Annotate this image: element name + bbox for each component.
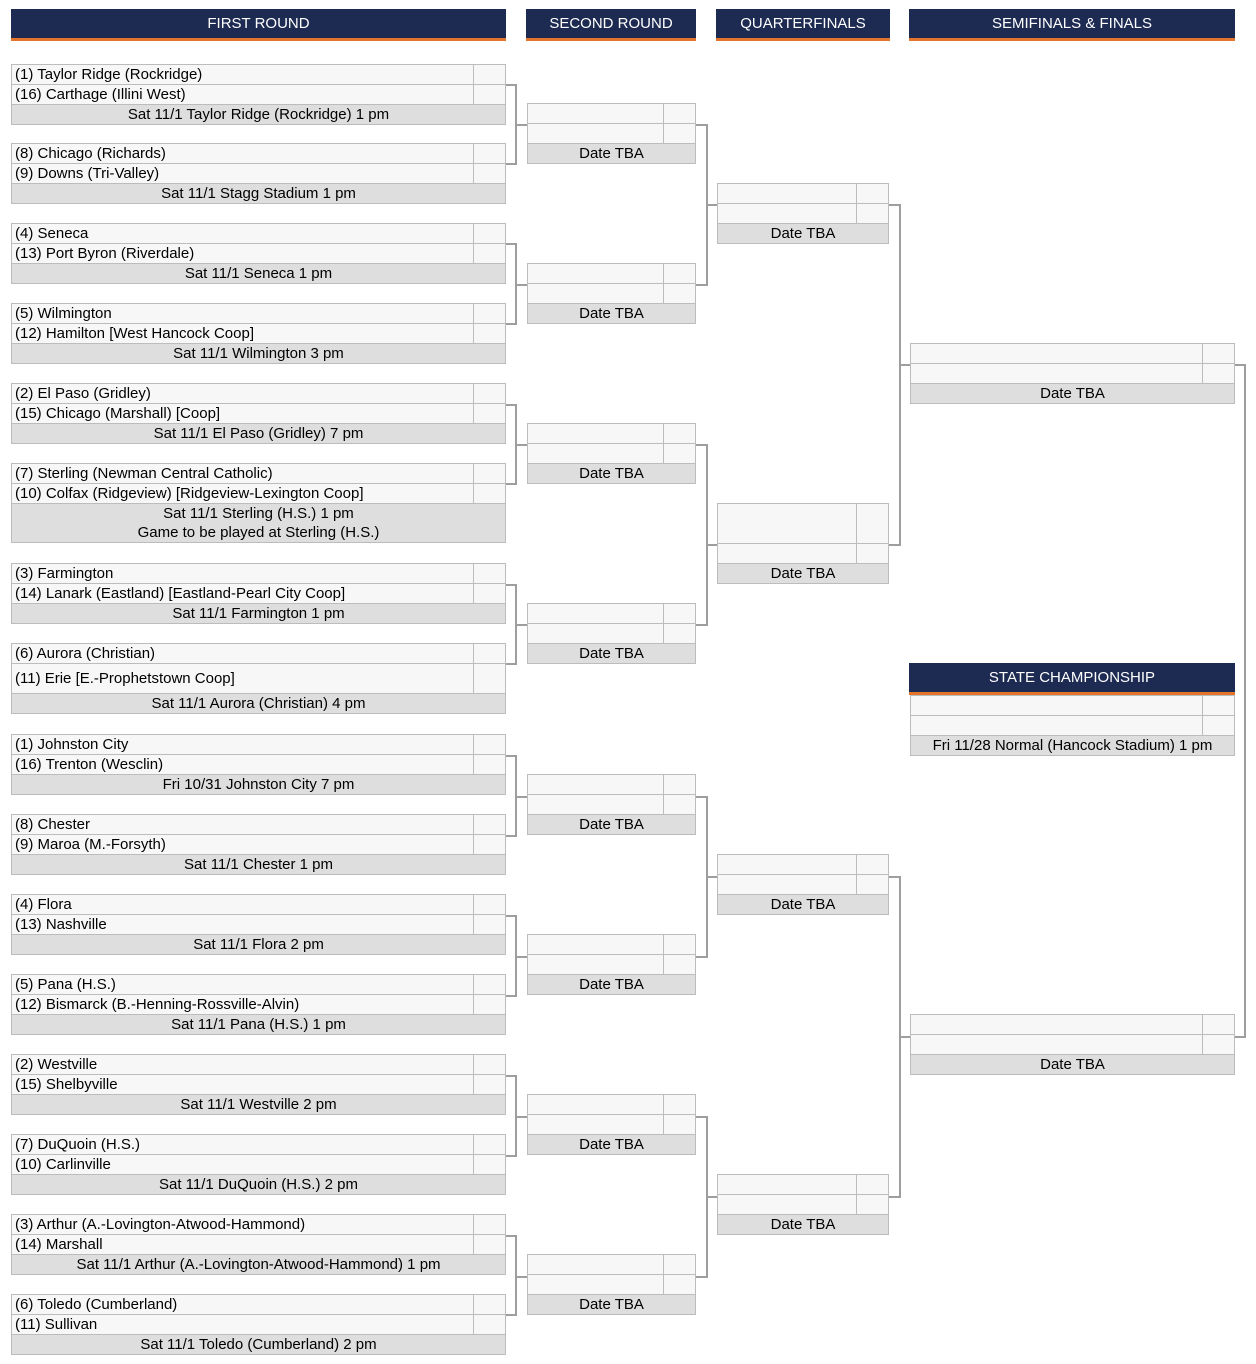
connector-line (506, 1314, 515, 1316)
game-info: Date TBA (527, 1294, 696, 1315)
connector-line (515, 624, 527, 626)
team-row (11, 994, 506, 1014)
connector-line (506, 483, 515, 485)
first-round-game[interactable] (11, 1214, 506, 1275)
team-row (527, 954, 696, 974)
connector-line (706, 544, 717, 546)
score-cell (663, 424, 695, 443)
score-cell (473, 85, 505, 104)
team-name: (8) Chicago (Richards) (15, 145, 166, 162)
team-name: (10) Colfax (Ridgeview) [Ridgeview-Lexington Coop] (15, 485, 364, 502)
connector-line (515, 124, 527, 126)
game-info: Sat 11/1 Seneca 1 pm (11, 263, 506, 284)
score-cell (1202, 1015, 1234, 1034)
team-row (717, 543, 889, 563)
game-info-line: Sat 11/1 Sterling (H.S.) 1 pm (163, 505, 354, 522)
score-cell (663, 104, 695, 123)
header-first-round: FIRST ROUND (11, 9, 506, 41)
score-cell (663, 795, 695, 814)
score-cell (663, 1095, 695, 1114)
game-info: Sat 11/1 Aurora (Christian) 4 pm (11, 693, 506, 714)
game-info: Date TBA (717, 563, 889, 584)
second-round-game[interactable] (527, 103, 696, 164)
connector-line (506, 835, 515, 837)
score-cell (663, 775, 695, 794)
team-row (527, 423, 696, 443)
game-info: Sat 11/1 Westville 2 pm (11, 1094, 506, 1115)
first-round-game[interactable] (11, 814, 506, 875)
team-row (717, 1194, 889, 1214)
second-round-game[interactable] (527, 1254, 696, 1315)
connector-line (515, 444, 527, 446)
connector-line (696, 796, 706, 798)
team-row (910, 343, 1235, 363)
connector-line (706, 1196, 717, 1198)
first-round-game[interactable] (11, 974, 506, 1035)
team-row (11, 1314, 506, 1334)
team-name: (4) Seneca (15, 225, 89, 242)
team-row (527, 443, 696, 463)
team-row (717, 1174, 889, 1194)
connector-line (899, 364, 910, 366)
team-name: (15) Shelbyville (15, 1076, 118, 1093)
team-row (11, 734, 506, 754)
team-name: (12) Bismarck (B.-Henning-Rossville-Alvin) (15, 996, 300, 1013)
team-name: (10) Carlinville (15, 1156, 111, 1173)
team-row (11, 1074, 506, 1094)
score-cell (473, 384, 505, 403)
team-row (527, 283, 696, 303)
header-second-round: SECOND ROUND (526, 9, 696, 41)
connector-line (696, 624, 706, 626)
score-cell (663, 284, 695, 303)
connector-line (515, 1116, 527, 1118)
score-cell (473, 224, 505, 243)
connector-line (506, 243, 515, 245)
first-round-game[interactable] (11, 1134, 506, 1195)
game-info: Sat 11/1 Toledo (Cumberland) 2 pm (11, 1334, 506, 1355)
team-row (11, 974, 506, 994)
team-row (11, 894, 506, 914)
first-round-game[interactable] (11, 143, 506, 204)
team-name: (8) Chester (15, 816, 91, 833)
connector-line (696, 124, 706, 126)
team-name: (6) Toledo (Cumberland) (15, 1296, 178, 1313)
team-row (910, 363, 1235, 383)
team-name: (5) Pana (H.S.) (15, 976, 116, 993)
game-info: Date TBA (717, 1214, 889, 1235)
game-info: Date TBA (527, 303, 696, 324)
score-cell (663, 604, 695, 623)
team-row (910, 1014, 1235, 1034)
team-name: (3) Farmington (15, 565, 114, 582)
score-cell (1202, 696, 1234, 715)
game-info: Date TBA (527, 1134, 696, 1155)
team-name: (1) Taylor Ridge (Rockridge) (15, 66, 203, 83)
game-info: Sat 11/1 Chester 1 pm (11, 854, 506, 875)
team-row (11, 663, 506, 693)
team-name: (15) Chicago (Marshall) [Coop] (15, 405, 221, 422)
team-row (11, 754, 506, 774)
game-info: Sat 11/1 Wilmington 3 pm (11, 343, 506, 364)
connector-line (899, 204, 901, 546)
second-round-game[interactable] (527, 774, 696, 835)
team-name: (3) Arthur (A.-Lovington-Atwood-Hammond) (15, 1216, 306, 1233)
connector-line (515, 284, 527, 286)
score-cell (473, 664, 505, 693)
championship-game[interactable] (910, 695, 1235, 756)
connector-line (1244, 364, 1246, 1038)
game-info (11, 503, 506, 543)
connector-line (506, 755, 515, 757)
team-row (717, 503, 889, 543)
score-cell (473, 755, 505, 774)
header-semis-finals: SEMIFINALS & FINALS (909, 9, 1235, 41)
score-cell (663, 624, 695, 643)
second-round-game[interactable] (527, 423, 696, 484)
connector-line (515, 1276, 527, 1278)
team-row (527, 623, 696, 643)
team-row (527, 1274, 696, 1294)
team-name: (14) Lanark (Eastland) [Eastland-Pearl City Coop] (15, 585, 346, 602)
score-cell (473, 895, 505, 914)
first-round-game[interactable] (11, 383, 506, 444)
team-row (11, 1134, 506, 1154)
team-row (527, 1114, 696, 1134)
team-row (11, 403, 506, 423)
game-info: Sat 11/1 Arthur (A.-Lovington-Atwood-Hammond) 1 pm (11, 1254, 506, 1275)
game-info: Sat 11/1 Taylor Ridge (Rockridge) 1 pm (11, 104, 506, 125)
score-cell (473, 644, 505, 663)
team-name: (7) Sterling (Newman Central Catholic) (15, 465, 273, 482)
score-cell (473, 484, 505, 503)
team-name: (2) Westville (15, 1056, 98, 1073)
connector-line (506, 995, 515, 997)
team-row (910, 1034, 1235, 1054)
team-name: (9) Maroa (M.-Forsyth) (15, 836, 166, 853)
score-cell (663, 1275, 695, 1294)
team-row (11, 814, 506, 834)
score-cell (663, 264, 695, 283)
score-cell (473, 244, 505, 263)
team-row (11, 383, 506, 403)
game-info: Sat 11/1 Flora 2 pm (11, 934, 506, 955)
team-row (910, 695, 1235, 715)
game-info: Fri 10/31 Johnston City 7 pm (11, 774, 506, 795)
connector-line (1235, 1036, 1244, 1038)
quarterfinal-game[interactable] (717, 854, 889, 915)
score-cell (473, 1155, 505, 1174)
first-round-game[interactable] (11, 734, 506, 795)
connector-line (706, 204, 717, 206)
first-round-game[interactable] (11, 1294, 506, 1355)
score-cell (856, 855, 888, 874)
team-row (527, 1254, 696, 1274)
header-state-championship: STATE CHAMPIONSHIP (909, 663, 1235, 695)
game-info: Date TBA (527, 974, 696, 995)
connector-line (889, 1196, 899, 1198)
team-row (717, 874, 889, 894)
connector-line (506, 915, 515, 917)
team-name: (1) Johnston City (15, 736, 129, 753)
team-row (527, 774, 696, 794)
team-row (11, 463, 506, 483)
score-cell (663, 124, 695, 143)
team-name: (16) Trenton (Wesclin) (15, 756, 164, 773)
game-info: Sat 11/1 Pana (H.S.) 1 pm (11, 1014, 506, 1035)
score-cell (856, 1175, 888, 1194)
score-cell (856, 504, 888, 543)
team-row (11, 163, 506, 183)
connector-line (515, 956, 527, 958)
first-round-game[interactable] (11, 64, 506, 125)
second-round-game[interactable] (527, 1094, 696, 1155)
score-cell (473, 1135, 505, 1154)
score-cell (663, 1115, 695, 1134)
team-name: (14) Marshall (15, 1236, 103, 1253)
first-round-game[interactable] (11, 303, 506, 364)
connector-line (889, 204, 899, 206)
score-cell (473, 65, 505, 84)
connector-line (1235, 364, 1244, 366)
score-cell (1202, 344, 1234, 363)
semifinal-game[interactable] (910, 343, 1235, 404)
team-name: (13) Port Byron (Riverdale) (15, 245, 195, 262)
score-cell (1202, 1035, 1234, 1054)
team-row (11, 1234, 506, 1254)
team-row (11, 1054, 506, 1074)
connector-line (899, 1036, 910, 1038)
game-info: Sat 11/1 Stagg Stadium 1 pm (11, 183, 506, 204)
score-cell (473, 1235, 505, 1254)
game-info: Sat 11/1 Farmington 1 pm (11, 603, 506, 624)
connector-line (706, 876, 717, 878)
score-cell (473, 815, 505, 834)
team-row (11, 223, 506, 243)
team-name: (2) El Paso (Gridley) (15, 385, 151, 402)
connector-line (706, 444, 708, 626)
team-row (717, 183, 889, 203)
connector-line (889, 544, 899, 546)
score-cell (663, 1255, 695, 1274)
team-row (527, 934, 696, 954)
score-cell (473, 995, 505, 1014)
connector-line (696, 284, 706, 286)
team-name: (11) Sullivan (15, 1316, 98, 1333)
team-row (717, 203, 889, 223)
connector-line (696, 1276, 706, 1278)
score-cell (473, 404, 505, 423)
second-round-game[interactable] (527, 603, 696, 664)
team-row (11, 1214, 506, 1234)
team-row (11, 303, 506, 323)
score-cell (663, 955, 695, 974)
game-info: Sat 11/1 DuQuoin (H.S.) 2 pm (11, 1174, 506, 1195)
team-row (527, 103, 696, 123)
score-cell (856, 544, 888, 563)
team-row (527, 263, 696, 283)
game-info: Date TBA (910, 383, 1235, 404)
team-row (717, 854, 889, 874)
first-round-game[interactable] (11, 223, 506, 284)
team-name: (5) Wilmington (15, 305, 112, 322)
score-cell (473, 1295, 505, 1314)
game-info: Fri 11/28 Normal (Hancock Stadium) 1 pm (910, 735, 1235, 756)
team-row (11, 1154, 506, 1174)
game-info: Sat 11/1 El Paso (Gridley) 7 pm (11, 423, 506, 444)
first-round-game[interactable] (11, 1054, 506, 1115)
score-cell (473, 584, 505, 603)
game-info: Date TBA (717, 223, 889, 244)
game-info-note: Game to be played at Sterling (H.S.) (137, 524, 380, 541)
connector-line (506, 323, 515, 325)
connector-line (696, 444, 706, 446)
game-info: Date TBA (527, 143, 696, 164)
team-name: (7) DuQuoin (H.S.) (15, 1136, 141, 1153)
connector-line (506, 584, 515, 586)
score-cell (663, 444, 695, 463)
header-quarterfinals: QUARTERFINALS (716, 9, 890, 41)
connector-line (506, 84, 515, 86)
score-cell (473, 464, 505, 483)
second-round-game[interactable] (527, 934, 696, 995)
connector-line (506, 663, 515, 665)
connector-line (506, 1075, 515, 1077)
score-cell (1202, 364, 1234, 383)
score-cell (473, 144, 505, 163)
score-cell (856, 1195, 888, 1214)
game-info: Date TBA (527, 814, 696, 835)
connector-line (696, 956, 706, 958)
score-cell (473, 835, 505, 854)
score-cell (856, 875, 888, 894)
team-name: (11) Erie [E.-Prophetstown Coop] (15, 670, 235, 687)
score-cell (473, 1315, 505, 1334)
team-row (11, 834, 506, 854)
score-cell (856, 184, 888, 203)
team-row (527, 123, 696, 143)
team-row (11, 483, 506, 503)
team-row (910, 715, 1235, 735)
connector-line (515, 796, 527, 798)
score-cell (473, 164, 505, 183)
team-name: (6) Aurora (Christian) (15, 645, 156, 662)
quarterfinal-game[interactable] (717, 1174, 889, 1235)
team-name: (9) Downs (Tri-Valley) (15, 165, 160, 182)
quarterfinal-game[interactable] (717, 183, 889, 244)
score-cell (1202, 716, 1234, 735)
team-row (11, 583, 506, 603)
score-cell (473, 1055, 505, 1074)
game-info: Date TBA (717, 894, 889, 915)
team-row (11, 64, 506, 84)
first-round-game[interactable] (11, 463, 506, 543)
score-cell (473, 915, 505, 934)
team-row (527, 1094, 696, 1114)
team-row (11, 84, 506, 104)
first-round-game[interactable] (11, 643, 506, 714)
score-cell (473, 564, 505, 583)
quarterfinal-game[interactable] (717, 503, 889, 584)
first-round-game[interactable] (11, 563, 506, 624)
team-name: (13) Nashville (15, 916, 107, 933)
score-cell (473, 1075, 505, 1094)
game-info: Date TBA (527, 463, 696, 484)
semifinal-game[interactable] (910, 1014, 1235, 1075)
score-cell (663, 935, 695, 954)
score-cell (856, 204, 888, 223)
team-row (11, 243, 506, 263)
team-row (527, 603, 696, 623)
score-cell (473, 975, 505, 994)
team-row (527, 794, 696, 814)
game-info: Date TBA (527, 643, 696, 664)
team-row (11, 914, 506, 934)
score-cell (473, 735, 505, 754)
team-row (11, 563, 506, 583)
game-info: Date TBA (910, 1054, 1235, 1075)
score-cell (473, 1215, 505, 1234)
score-cell (473, 324, 505, 343)
second-round-game[interactable] (527, 263, 696, 324)
team-name: (4) Flora (15, 896, 72, 913)
team-name: (12) Hamilton [West Hancock Coop] (15, 325, 254, 342)
team-row (11, 1294, 506, 1314)
connector-line (506, 1235, 515, 1237)
first-round-game[interactable] (11, 894, 506, 955)
connector-line (889, 876, 899, 878)
team-row (11, 143, 506, 163)
connector-line (506, 404, 515, 406)
connector-line (506, 163, 515, 165)
connector-line (696, 1116, 706, 1118)
team-row (11, 643, 506, 663)
team-name: (16) Carthage (Illini West) (15, 86, 186, 103)
score-cell (473, 304, 505, 323)
team-row (11, 323, 506, 343)
connector-line (506, 1155, 515, 1157)
